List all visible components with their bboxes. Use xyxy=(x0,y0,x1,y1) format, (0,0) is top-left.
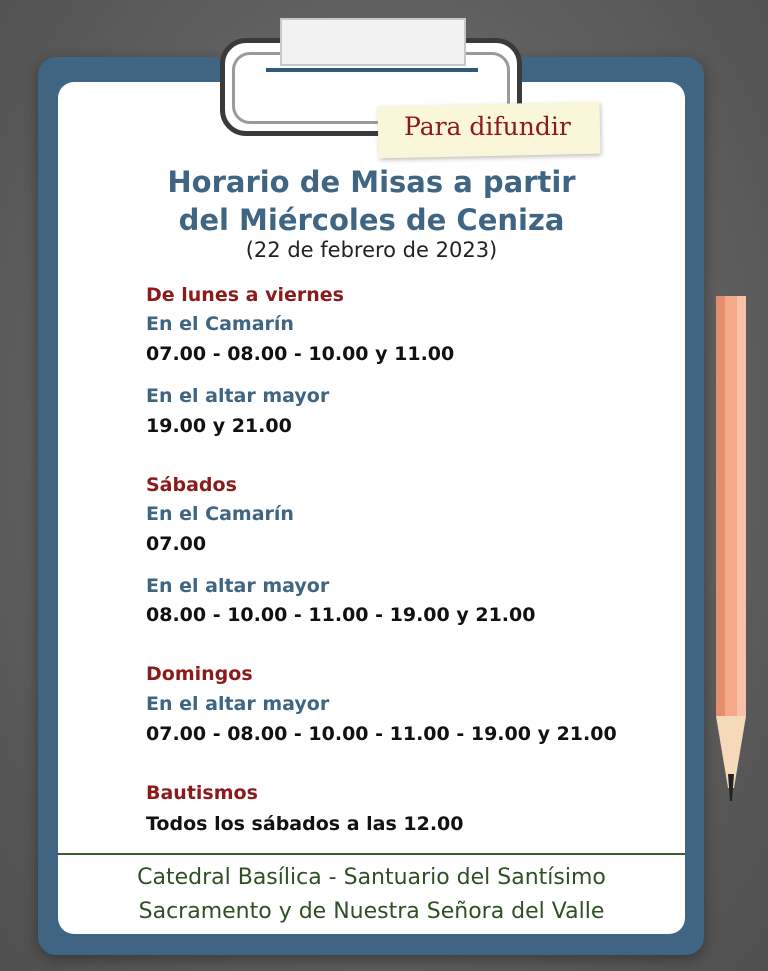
clipboard-clip-line xyxy=(266,68,478,72)
weekdays-camarin-label: En el Camarín xyxy=(146,313,294,335)
saturdays-heading: Sábados xyxy=(146,474,237,496)
saturdays-altar-times: 08.00 - 10.00 - 11.00 - 19.00 y 21.00 xyxy=(146,604,536,626)
sticky-note-text: Para difundir xyxy=(404,112,571,141)
saturdays-camarin-label: En el Camarín xyxy=(146,503,294,525)
sundays-heading: Domingos xyxy=(146,663,253,685)
sundays-altar-times: 07.00 - 08.00 - 10.00 - 11.00 - 19.00 y 21.00 xyxy=(146,723,617,745)
weekdays-altar-times: 19.00 y 21.00 xyxy=(146,415,292,437)
baptisms-heading: Bautismos xyxy=(146,782,258,804)
page-title-line2: del Miércoles de Ceniza xyxy=(178,203,565,237)
baptisms-times: Todos los sábados a las 12.00 xyxy=(146,813,464,835)
weekdays-heading: De lunes a viernes xyxy=(146,284,344,306)
weekdays-altar-label: En el altar mayor xyxy=(146,385,330,407)
pencil-icon xyxy=(708,296,752,808)
saturdays-camarin-times: 07.00 xyxy=(146,533,207,555)
footer-line1: Catedral Basílica - Santuario del Santísimo xyxy=(137,865,606,890)
footer-divider xyxy=(58,853,685,855)
clipboard-clip-top xyxy=(280,18,466,66)
page-title-line1: Horario de Misas a partir xyxy=(167,165,576,199)
page-subtitle: (22 de febrero de 2023) xyxy=(245,238,498,262)
footer-line2: Sacramento y de Nuestra Señora del Valle xyxy=(138,899,605,924)
saturdays-altar-label: En el altar mayor xyxy=(146,575,330,597)
weekdays-camarin-times: 07.00 - 08.00 - 10.00 y 11.00 xyxy=(146,343,455,365)
sundays-altar-label: En el altar mayor xyxy=(146,693,330,715)
